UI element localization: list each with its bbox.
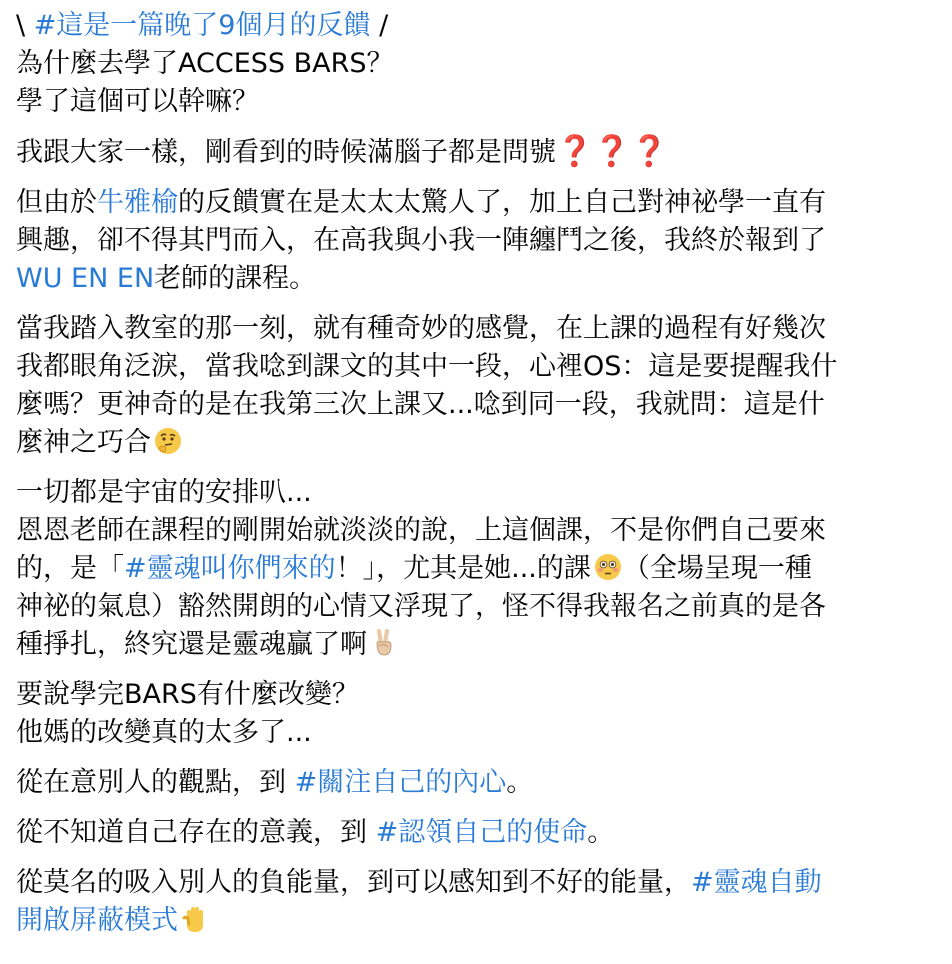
universe-line-5	[16, 626, 946, 664]
inner-post: 。	[506, 767, 534, 798]
coincidence-text: 麼神之巧合	[16, 427, 151, 458]
universe-line-3	[16, 550, 946, 588]
paragraph-universe	[16, 474, 946, 664]
universe-line-2: 恩恩老師在課程的剛開始就淡淡的說，上這個課，不是你們自己要來	[16, 515, 826, 546]
universe-mid: ！」，尤其是她...的課	[335, 553, 591, 584]
paragraph-reason	[16, 184, 946, 298]
universe-line-1: 一切都是宇宙的安排叭...	[16, 477, 312, 508]
question-marks-icon: ❓❓❓	[556, 134, 669, 169]
paragraph-shield	[16, 864, 946, 940]
soul-won-text: 種掙扎，終究還是靈魂贏了啊	[16, 629, 367, 660]
mention-wu-en-en[interactable]: WU EN EN	[16, 263, 155, 294]
hashtag-inner-self[interactable]: #關注自己的內心	[294, 767, 507, 798]
shield-pre: 從莫名的吸入別人的負能量，到可以感知到不好的能量，	[16, 867, 691, 898]
universe-post: （全場呈現一種	[622, 553, 812, 584]
thinking-face-icon	[153, 426, 183, 456]
raised-hand-icon	[180, 904, 210, 934]
backslash-text: \	[16, 10, 34, 41]
hashtag-mission[interactable]: #認領自己的使命	[375, 817, 588, 848]
hashtag-late-feedback[interactable]: #這是一篇晚了9個月的反饋	[33, 10, 371, 41]
paragraph-inner	[16, 764, 946, 802]
hashtag-soul-called[interactable]: #靈魂叫你們來的	[124, 553, 336, 584]
intro-line-1	[16, 7, 946, 45]
reason-line-2: 興趣，卻不得其門而入，在高我與小我一陣纏鬥之後，我終於報到了	[16, 225, 826, 256]
intro-line-2: 為什麼去學了ACCESS BARS？	[16, 48, 394, 79]
universe-line-4: 神祕的氣息）豁然開朗的心情又浮現了，怪不得我報名之前真的是各	[16, 591, 826, 622]
course-text: 老師的課程。	[154, 263, 317, 294]
reason-post: 的反饋實在是太太太驚人了，加上自己對神祕學一直有	[178, 187, 826, 218]
slash-text: /	[370, 10, 389, 41]
reason-line-3	[16, 260, 946, 298]
question-text: 我跟大家一樣，剛看到的時候滿腦子都是問號	[16, 137, 556, 168]
shield-line-1	[16, 864, 946, 902]
classroom-line-1: 當我踏入教室的那一刻，就有種奇妙的感覺，在上課的過程有好幾次	[16, 313, 826, 344]
classroom-line-2: 我都眼角泛淚，當我唸到課文的其中一段，心裡OS：這是要提醒我什	[16, 351, 838, 382]
classroom-line-3: 麼嗎？更神奇的是在我第三次上課又...唸到同一段，我就問：這是什	[16, 389, 825, 420]
change-line-2: 他媽的改變真的太多了...	[16, 717, 312, 748]
paragraph-question	[16, 133, 946, 172]
mission-pre: 從不知道自己存在的意義，到	[16, 817, 376, 848]
paragraph-classroom	[16, 310, 946, 462]
shield-line-2	[16, 902, 946, 940]
victory-hand-icon	[369, 628, 399, 658]
paragraph-intro	[16, 7, 946, 121]
reason-line-1	[16, 184, 946, 222]
reason-pre: 但由於	[16, 187, 97, 218]
intro-line-3: 學了這個可以幹嘛？	[16, 86, 259, 117]
hashtag-soul-auto-1[interactable]: #靈魂自動	[691, 867, 822, 898]
hashtag-soul-auto-2[interactable]: 開啟屏蔽模式	[16, 905, 178, 936]
paragraph-mission	[16, 814, 946, 852]
paragraph-change	[16, 676, 946, 752]
mention-niu-ya-yu[interactable]: 牛雅榆	[97, 187, 178, 218]
change-line-1: 要說學完BARS有什麼改變？	[16, 679, 359, 710]
classroom-line-4	[16, 424, 946, 462]
mission-post: 。	[587, 817, 615, 848]
universe-pre: 的，是「	[16, 553, 124, 584]
inner-pre: 從在意別人的觀點，到	[16, 767, 295, 798]
flushed-face-icon	[593, 552, 623, 582]
post-body	[16, 7, 946, 952]
